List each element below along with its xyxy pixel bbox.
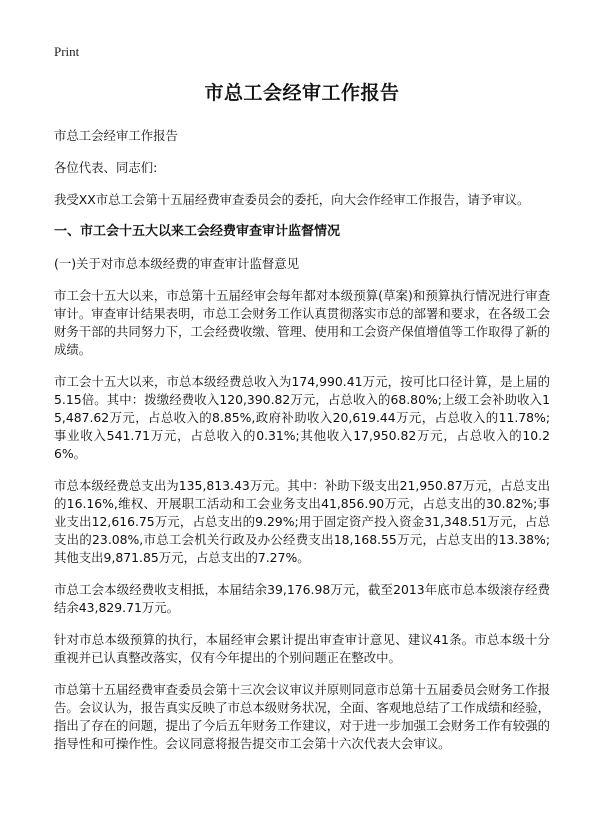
intro-paragraph: 我受XX市总工会第十五届经费审查委员会的委托，向大会作经审工作报告，请予审议。 [54,192,530,207]
body-paragraph: 市工会十五大以来，市总第十五届经审会每年都对本级预算(草案)和预算执行情况进行审查审计。审查审计结果表明，市总工会财务工作认真贯彻落实市总的部署和要求，在各级工会财务干部的共同努力下，工会经费收缴、管理、使用和工会资产保值增值等工作取得了新的成绩。 [54,288,550,357]
subsection-heading: (一)关于对市总本级经费的审查审计监督意见 [54,256,300,271]
section-heading: 一、市工会十五大以来工会经费审查审计监督情况 [54,224,341,239]
print-link[interactable]: Print [54,44,80,59]
body-paragraph: 市工会十五大以来，市总本级经费总收入为174,990.41万元，按可比口径计算，是上届的5.15倍。其中：拨缴经费收入120,390.82万元，占总收入的68.80%;上级工会补助收入15,487.62万元，占总收入的8.85%,政府补助收入20,619.44万元，占总收入的11.78%;事业收入541.71万元，占总收入的0.31%;其他收入17,950.82万元，占总收入的10.26%。 [54,374,550,461]
body-paragraph: 针对市总本级预算的执行，本届经审会累计提出审查审计意见、建议41条。市总本级十分重视并已认真整改落实，仅有今年提出的个别问题正在整改中。 [54,632,550,665]
body-paragraph: 市总本级经费总支出为135,813.43万元。其中：补助下级支出21,950.87万元，占总支出的16.16%,维权、开展职工活动和工会业务支出41,856.90万元，占总支出的30.82%;事业支出12,616.75万元，占总支出的9.29%;用于固定资产投入资金31,348.51万元，占总支出的23.08%,市总工会机关行政及办公经费支出18,168.55万元，占总支出的13.38%;其他支出9,871.85万元，占总支出的7.27%。 [54,478,550,565]
body-paragraph: 市总第十五届经费审查委员会第十三次会议审议并原则同意市总第十五届委员会财务工作报告。会议认为，报告真实反映了市总本级财务状况，全面、客观地总结了工作成绩和经验，指出了存在的问题，提出了今后五年财务工作建议，对于进一步加强工会财务工作有较强的指导性和可操作性。会议同意将报告提交市工会第十六次代表大会审议。 [54,682,550,751]
body-paragraph: 市总工会本级经费收支相抵，本届结余39,176.98万元，截至2013年底市总本级滚存经费结余43,829.71万元。 [54,582,550,615]
document-subtitle: 市总工会经审工作报告 [54,128,178,143]
page-title: 市总工会经审工作报告 [204,82,400,104]
greeting: 各位代表、同志们: [54,160,158,175]
